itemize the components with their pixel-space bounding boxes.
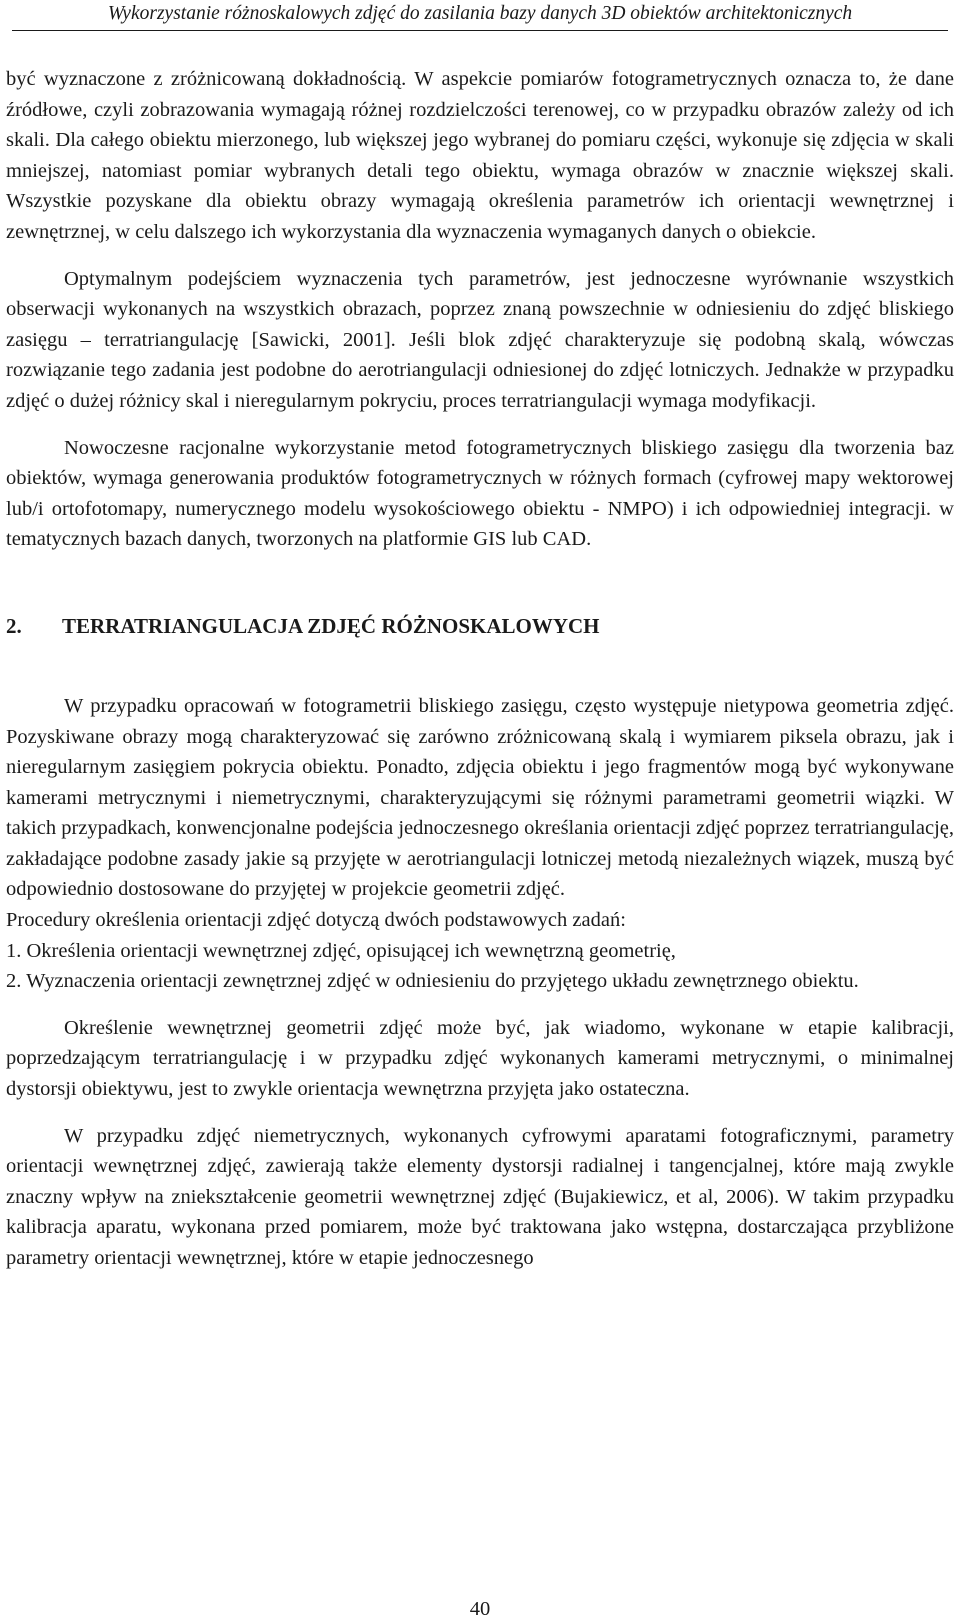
paragraph-internal-geometry: Określenie wewnętrznej geometrii zdjęć może być, jak wiadomo, wykonane w etapie kalibracji, poprzedzającym terratriangulację i w przypadku zdjęć wykonanych kamerami metrycznymi, o minimalnej dystorsji obiektywu, jest to zwykle orientacja wewnętrzna przyjęta jako ostateczna. [6,1016,954,1101]
paragraph-nonmetric: W przypadku zdjęć niemetrycznych, wykonanych cyfrowymi aparatami fotograficznymi, parametry orientacji wewnętrznej zdjęć, zawierają także elementy dystorsji radialnej i tangencjalnej, które mają zwykle znaczny wpływ na zniekształcenie geometrii wewnętrznej zdjęć (Bujakiewicz, et al, 2006). W takim przypadku kalibracja aparatu, wykonana przed pomiarem, może być traktowana jako wstępna, dostarczająca przybliżone parametry orientacji wewnętrznej, które w etapie jednoczesnego [6,1124,954,1269]
section-heading [6,611,954,641]
section-title: TERRATRIANGULACJA ZDJĘĆ RÓŻNOSKALOWYCH [62,613,600,638]
page-body [6,64,954,1274]
running-header: Wykorzystanie różnoskalowych zdjęć do zasilania bazy danych 3D obiektów architektonicznych [12,2,948,31]
paragraph-procedures: Procedury określenia orientacji zdjęć dotyczą dwóch podstawowych zadań: [6,909,626,932]
paragraph-modern-use: Nowoczesne racjonalne wykorzystanie metod fotogrametrycznych bliskiego zasięgu dla tworzenia baz obiektów, wymaga generowania produktów fotogrametrycznych w różnych formach (cyfrowej mapy wektorowej lub/i ortofotomapy, numerycznego modelu wysokościowego obiektu - NMPO) i ich odpowiedniej integracji. w tematycznych bazach danych, tworzonych na platformie GIS lub CAD. [6,436,954,551]
list-item: 2. Wyznaczenia orientacji zewnętrznej zdjęć w odniesieniu do przyjętego układu zewnętrznego obiektu. [6,970,859,993]
list-item: 1. Określenia orientacji wewnętrznej zdjęć, opisującej ich wewnętrzną geometrię, [6,939,676,962]
paragraph-optimal-approach: Optymalnym podejściem wyznaczenia tych parametrów, jest jednoczesne wyrównanie wszystkich obserwacji wykonanych na wszystkich obrazach, poprzez znaną powszechnie w odniesieniu do zdjęć bliskiego zasięgu – terratriangulację [Sawicki, 2001]. Jeśli blok zdjęć charakteryzuje się podobną skalą, wówczas rozwiązanie tego zadania jest podobne do aerotriangulacji odniesionej do zdjęć lotniczych. Jednakże w przypadku zdjęć o dużej różnicy skal i nieregularnym pokryciu, proces terratriangulacji wymaga modyfikacji. [6,267,954,412]
paragraph-continued: być wyznaczone z zróżnicowaną dokładnością. W aspekcie pomiarów fotogrametrycznych oznacza to, że dane źródłowe, czyli zobrazowania wymagają różnej rozdzielczości terenowej, co w przypadku obrazów zależy od ich skali. Dla całego obiektu mierzonego, lub większej jego wybranej do pomiaru części, wykonuje się zdjęcia w skali mniejszej, natomiast pomiar wybranych detali tego obiektu, wymaga obrazów w znacznie większej skali. Wszystkie pozyskane dla obiektu obrazy wymagają określenia parametrów ich orientacji wewnętrznej i zewnętrznej, w celu dalszego ich wykorzystania dla wyznaczenia wymaganych danych o obiekcie. [6,68,954,243]
paragraph-section-intro: W przypadku opracowań w fotogrametrii bliskiego zasięgu, często występuje nietypowa geometria zdjęć. Pozyskiwane obrazy mogą charakteryzować się zarówno zróżnicowaną skalą i wymiarem piksela obrazu, jak i nieregularnym zasięgiem pokrycia obiektu. Ponadto, zdjęcia obiektu i jego fragmentów mogą być wykonywane kamerami metrycznymi i niemetrycznymi, charakteryzującymi się różnymi parametrami geometrii wiązki. W takich przypadkach, konwencjonalne podejścia jednoczesnego określania orientacji zdjęć poprzez terratriangulację, zakładające podobne zasady jakie są przyjęte w aerotriangulacji lotniczej metodą niezależnych wiązek, muszą być odpowiednio dostosowane do przyjętej w projekcie geometrii zdjęć. [6,694,954,901]
section-number: 2. [6,613,22,638]
page-number: 40 [469,1598,491,1620]
